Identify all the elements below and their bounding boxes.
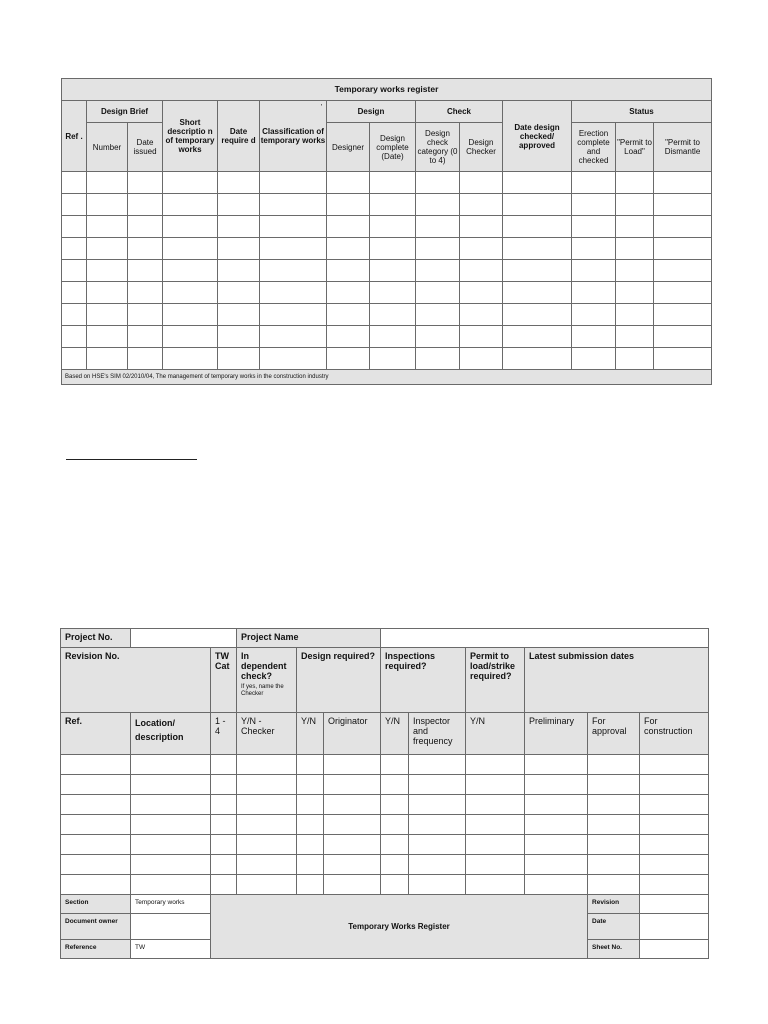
form-cell[interactable] (466, 755, 525, 775)
form-cell[interactable] (466, 775, 525, 795)
independent-check-header (237, 648, 297, 713)
form-cell[interactable] (131, 855, 211, 875)
form-cell[interactable] (640, 795, 709, 815)
form-cell[interactable] (211, 855, 237, 875)
register-cell[interactable] (218, 326, 260, 348)
form-cell[interactable] (381, 835, 409, 855)
form-cell[interactable] (131, 875, 211, 895)
form-cell[interactable] (466, 795, 525, 815)
register-cell[interactable] (370, 216, 416, 238)
form-cell[interactable] (131, 815, 211, 835)
section-value: Temporary works (131, 895, 211, 914)
reference-label: Reference (61, 940, 131, 959)
register-cell[interactable] (128, 260, 163, 282)
independent-check-label: In dependent check? (241, 651, 287, 681)
form-cell[interactable] (211, 875, 237, 895)
register-row (62, 216, 712, 238)
for-construction-label: For construction (640, 713, 709, 755)
document-owner-field[interactable] (131, 914, 211, 940)
project-no-label: Project No. (61, 629, 131, 648)
revision-field[interactable] (640, 895, 709, 914)
register-row (62, 238, 712, 260)
register-cell[interactable] (218, 260, 260, 282)
register-cell[interactable] (416, 348, 460, 370)
for-approval-label: For approval (588, 713, 640, 755)
register-cell[interactable] (260, 260, 327, 282)
form-cell[interactable] (525, 875, 588, 895)
register-cell[interactable] (62, 194, 87, 216)
ref-label: Ref. (61, 713, 131, 755)
form-cell[interactable] (381, 755, 409, 775)
sheet-no-field[interactable] (640, 940, 709, 959)
header-design: Design (327, 101, 416, 123)
temporary-works-register-table (61, 78, 712, 385)
header-short-description: Short descriptio n of temporary works (163, 101, 218, 172)
register-cell[interactable] (460, 326, 503, 348)
form-cell[interactable] (640, 815, 709, 835)
register-cell[interactable] (260, 172, 327, 194)
register-cell[interactable] (370, 282, 416, 304)
register-cell[interactable] (62, 304, 87, 326)
form-cell[interactable] (297, 755, 324, 775)
header-design-brief: Design Brief (87, 101, 163, 123)
form-cell[interactable] (324, 755, 381, 775)
form-cell[interactable] (409, 875, 466, 895)
register-cell[interactable] (616, 282, 654, 304)
register-row (62, 172, 712, 194)
register-cell[interactable] (616, 238, 654, 260)
form-cell[interactable] (131, 755, 211, 775)
form-cell[interactable] (297, 875, 324, 895)
register-cell[interactable] (62, 172, 87, 194)
register-cell[interactable] (163, 216, 218, 238)
register-cell[interactable] (218, 304, 260, 326)
form-cell[interactable] (381, 795, 409, 815)
register-cell[interactable] (260, 216, 327, 238)
form-cell[interactable] (324, 855, 381, 875)
design-yn-label: Y/N (297, 713, 324, 755)
register-row (62, 260, 712, 282)
register-cell[interactable] (327, 172, 370, 194)
preliminary-label: Preliminary (525, 713, 588, 755)
permit-required-label: Permit to load/strike required? (466, 648, 525, 713)
register-cell[interactable] (62, 282, 87, 304)
inspector-frequency-label: Inspector and frequency (409, 713, 466, 755)
form-cell[interactable] (237, 835, 297, 855)
header-number: Number (87, 123, 128, 172)
register-cell[interactable] (87, 326, 128, 348)
form-cell[interactable] (381, 875, 409, 895)
form-cell[interactable] (61, 775, 131, 795)
project-name-label: Project Name (237, 629, 381, 648)
register-cell[interactable] (163, 326, 218, 348)
register-cell[interactable] (128, 326, 163, 348)
register-cell[interactable] (416, 194, 460, 216)
form-cell[interactable] (211, 835, 237, 855)
register-cell[interactable] (87, 348, 128, 370)
form-cell[interactable] (61, 795, 131, 815)
register-cell[interactable] (218, 216, 260, 238)
tw-cat-label: TW Cat (211, 648, 237, 713)
register-cell[interactable] (218, 348, 260, 370)
section-label: Section (61, 895, 131, 914)
register-cell[interactable] (163, 172, 218, 194)
register-cell[interactable] (87, 194, 128, 216)
form-cell[interactable] (588, 795, 640, 815)
register-cell[interactable] (327, 216, 370, 238)
register-cell[interactable] (460, 282, 503, 304)
register-title: Temporary works register (62, 79, 712, 101)
register-cell[interactable] (163, 282, 218, 304)
register-cell[interactable] (260, 304, 327, 326)
form-cell[interactable] (466, 815, 525, 835)
reference-value: TW (131, 940, 211, 959)
project-name-field[interactable] (381, 629, 709, 648)
register-cell[interactable] (218, 194, 260, 216)
form-row (61, 755, 709, 775)
header-erection-complete: Erection complete and checked (572, 123, 616, 172)
register-cell[interactable] (260, 238, 327, 260)
register-cell[interactable] (62, 326, 87, 348)
register-cell[interactable] (163, 348, 218, 370)
register-cell[interactable] (327, 194, 370, 216)
header-design-check-category: Design check category (0 to 4) (416, 123, 460, 172)
register-cell[interactable] (654, 194, 712, 216)
register-cell[interactable] (128, 238, 163, 260)
register-cell[interactable] (327, 304, 370, 326)
form-cell[interactable] (211, 775, 237, 795)
form-cell[interactable] (131, 775, 211, 795)
location-label: Location/ description (131, 713, 211, 755)
register-cell[interactable] (572, 348, 616, 370)
register-cell[interactable] (460, 194, 503, 216)
register-cell[interactable] (62, 216, 87, 238)
form-cell[interactable] (640, 875, 709, 895)
form-cell[interactable] (588, 835, 640, 855)
register-cell[interactable] (370, 326, 416, 348)
register-cell[interactable] (87, 172, 128, 194)
register-cell[interactable] (654, 238, 712, 260)
yn-checker-label: Y/N - Checker (237, 713, 297, 755)
form-row (61, 795, 709, 815)
sheet-no-label: Sheet No. (588, 940, 640, 959)
register-cell[interactable] (460, 348, 503, 370)
register-cell[interactable] (416, 304, 460, 326)
form-cell[interactable] (61, 875, 131, 895)
form-cell[interactable] (409, 815, 466, 835)
form-cell[interactable] (409, 835, 466, 855)
form-cell[interactable] (297, 815, 324, 835)
register-row (62, 194, 712, 216)
form-cell[interactable] (588, 815, 640, 835)
register-cell[interactable] (370, 194, 416, 216)
form-cell[interactable] (525, 775, 588, 795)
form-cell[interactable] (237, 875, 297, 895)
register-cell[interactable] (460, 238, 503, 260)
register-cell[interactable] (327, 260, 370, 282)
register-cell[interactable] (87, 260, 128, 282)
form-cell[interactable] (381, 815, 409, 835)
form-cell[interactable] (381, 855, 409, 875)
register-cell[interactable] (87, 282, 128, 304)
register-cell[interactable] (503, 172, 572, 194)
register-cell[interactable] (163, 260, 218, 282)
header-classification (260, 101, 327, 172)
register-cell[interactable] (616, 216, 654, 238)
register-cell[interactable] (572, 282, 616, 304)
form-cell[interactable] (237, 755, 297, 775)
register-cell[interactable] (128, 348, 163, 370)
form-cell[interactable] (588, 875, 640, 895)
form-cell[interactable] (640, 855, 709, 875)
form-cell[interactable] (525, 755, 588, 775)
register-cell[interactable] (260, 194, 327, 216)
header-status: Status (572, 101, 712, 123)
register-cell[interactable] (163, 238, 218, 260)
register-cell[interactable] (370, 238, 416, 260)
design-required-label: Design required? (297, 648, 381, 713)
form-cell[interactable] (466, 835, 525, 855)
header-design-checker: Design Checker (460, 123, 503, 172)
document-owner-label: Document owner (61, 914, 131, 940)
register-cell[interactable] (87, 238, 128, 260)
form-row (61, 775, 709, 795)
form-cell[interactable] (409, 855, 466, 875)
form-cell[interactable] (588, 775, 640, 795)
register-cell[interactable] (572, 326, 616, 348)
cat-range-label: 1 - 4 (211, 713, 237, 755)
register-row (62, 326, 712, 348)
form-cell[interactable] (324, 835, 381, 855)
form-cell[interactable] (324, 775, 381, 795)
register-cell[interactable] (128, 194, 163, 216)
register-footer-title: Temporary Works Register (211, 895, 588, 959)
project-no-field[interactable] (131, 629, 237, 648)
register-cell[interactable] (370, 172, 416, 194)
register-cell[interactable] (327, 348, 370, 370)
register-cell[interactable] (460, 304, 503, 326)
register-cell[interactable] (128, 216, 163, 238)
inspection-yn-label: Y/N (381, 713, 409, 755)
form-cell[interactable] (131, 835, 211, 855)
form-cell[interactable] (297, 795, 324, 815)
register-cell[interactable] (163, 304, 218, 326)
register-cell[interactable] (654, 304, 712, 326)
header-date-required: Date require d (218, 101, 260, 172)
form-cell[interactable] (61, 815, 131, 835)
register-cell[interactable] (416, 216, 460, 238)
register-cell[interactable] (503, 282, 572, 304)
form-cell[interactable] (324, 875, 381, 895)
form-cell[interactable] (211, 795, 237, 815)
form-row (61, 815, 709, 835)
register-cell[interactable] (572, 216, 616, 238)
header-check: Check (416, 101, 503, 123)
register-cell[interactable] (260, 348, 327, 370)
form-cell[interactable] (324, 795, 381, 815)
form-cell[interactable] (61, 855, 131, 875)
register-cell[interactable] (616, 194, 654, 216)
register-cell[interactable] (616, 326, 654, 348)
independent-check-note: If yes, name the Checker (241, 684, 284, 697)
form-cell[interactable] (525, 795, 588, 815)
register-cell[interactable] (260, 282, 327, 304)
header-classification-label: Classification of temporary works (260, 127, 326, 145)
register-cell[interactable] (572, 238, 616, 260)
register-cell[interactable] (460, 172, 503, 194)
originator-label: Originator (324, 713, 381, 755)
form-cell[interactable] (131, 795, 211, 815)
register-cell[interactable] (654, 172, 712, 194)
date-field[interactable] (640, 914, 709, 940)
form-row (61, 855, 709, 875)
register-cell[interactable] (503, 260, 572, 282)
register-cell[interactable] (654, 348, 712, 370)
register-cell[interactable] (260, 326, 327, 348)
header-permit-to-load: "Permit to Load" (616, 123, 654, 172)
register-row (62, 348, 712, 370)
form-cell[interactable] (237, 795, 297, 815)
register-cell[interactable] (460, 216, 503, 238)
revision-label: Revision (588, 895, 640, 914)
register-cell[interactable] (616, 348, 654, 370)
register-cell[interactable] (218, 238, 260, 260)
register-cell[interactable] (572, 194, 616, 216)
form-cell[interactable] (211, 815, 237, 835)
form-cell[interactable] (409, 775, 466, 795)
form-cell[interactable] (61, 755, 131, 775)
register-cell[interactable] (503, 238, 572, 260)
form-cell[interactable] (466, 855, 525, 875)
register-cell[interactable] (163, 194, 218, 216)
revision-no-label: Revision No. (61, 648, 211, 713)
register-cell[interactable] (460, 260, 503, 282)
header-ref: Ref . (62, 101, 87, 172)
register-cell[interactable] (572, 260, 616, 282)
form-cell[interactable] (297, 835, 324, 855)
register-cell[interactable] (416, 172, 460, 194)
register-cell[interactable] (87, 304, 128, 326)
register-cell[interactable] (416, 238, 460, 260)
register-cell[interactable] (218, 172, 260, 194)
register-cell[interactable] (503, 348, 572, 370)
form-row (61, 875, 709, 895)
register-cell[interactable] (218, 282, 260, 304)
register-cell[interactable] (654, 326, 712, 348)
form-cell[interactable] (525, 815, 588, 835)
register-cell[interactable] (503, 216, 572, 238)
form-cell[interactable] (409, 755, 466, 775)
divider-line (66, 459, 197, 460)
form-cell[interactable] (588, 755, 640, 775)
form-cell[interactable] (237, 775, 297, 795)
register-cell[interactable] (62, 238, 87, 260)
header-date-design-checked: Date design checked/ approved (503, 101, 572, 172)
register-row (62, 282, 712, 304)
form-cell[interactable] (466, 875, 525, 895)
register-cell[interactable] (416, 260, 460, 282)
form-cell[interactable] (297, 855, 324, 875)
date-label: Date (588, 914, 640, 940)
header-tick-mark: ' (320, 104, 322, 111)
register-cell[interactable] (370, 348, 416, 370)
register-cell[interactable] (654, 260, 712, 282)
register-cell[interactable] (128, 172, 163, 194)
register-cell[interactable] (654, 282, 712, 304)
form-cell[interactable] (640, 755, 709, 775)
register-cell[interactable] (370, 260, 416, 282)
register-cell[interactable] (503, 304, 572, 326)
register-cell[interactable] (503, 194, 572, 216)
register-row (62, 304, 712, 326)
form-cell[interactable] (588, 855, 640, 875)
register-cell[interactable] (370, 304, 416, 326)
register-cell[interactable] (128, 304, 163, 326)
form-cell[interactable] (297, 775, 324, 795)
register-cell[interactable] (62, 348, 87, 370)
register-cell[interactable] (416, 282, 460, 304)
header-date-issued: Date issued (128, 123, 163, 172)
form-cell[interactable] (324, 815, 381, 835)
register-cell[interactable] (616, 304, 654, 326)
form-cell[interactable] (640, 775, 709, 795)
form-cell[interactable] (409, 795, 466, 815)
form-cell[interactable] (237, 815, 297, 835)
form-cell[interactable] (211, 755, 237, 775)
register-footer-note: Based on HSE's SIM 02/2010/04, The management of temporary works in the construction industry (62, 370, 712, 385)
header-designer: Designer (327, 123, 370, 172)
form-cell[interactable] (381, 775, 409, 795)
inspections-required-label: Inspections required? (381, 648, 466, 713)
header-design-complete: Design complete (Date) (370, 123, 416, 172)
register-cell[interactable] (327, 282, 370, 304)
register-cell[interactable] (503, 326, 572, 348)
register-cell[interactable] (128, 282, 163, 304)
project-register-form (60, 628, 709, 959)
form-cell[interactable] (237, 855, 297, 875)
header-permit-to-dismantle: "Permit to Dismantle (654, 123, 712, 172)
form-cell[interactable] (61, 835, 131, 855)
register-cell[interactable] (327, 326, 370, 348)
register-cell[interactable] (572, 172, 616, 194)
form-cell[interactable] (525, 855, 588, 875)
form-row (61, 835, 709, 855)
register-cell[interactable] (416, 326, 460, 348)
permit-yn-label: Y/N (466, 713, 525, 755)
register-cell[interactable] (327, 238, 370, 260)
register-cell[interactable] (616, 260, 654, 282)
form-cell[interactable] (640, 835, 709, 855)
register-cell[interactable] (654, 216, 712, 238)
latest-submission-label: Latest submission dates (525, 648, 709, 713)
register-cell[interactable] (87, 216, 128, 238)
register-cell[interactable] (572, 304, 616, 326)
register-cell[interactable] (62, 260, 87, 282)
form-cell[interactable] (525, 835, 588, 855)
register-cell[interactable] (616, 172, 654, 194)
